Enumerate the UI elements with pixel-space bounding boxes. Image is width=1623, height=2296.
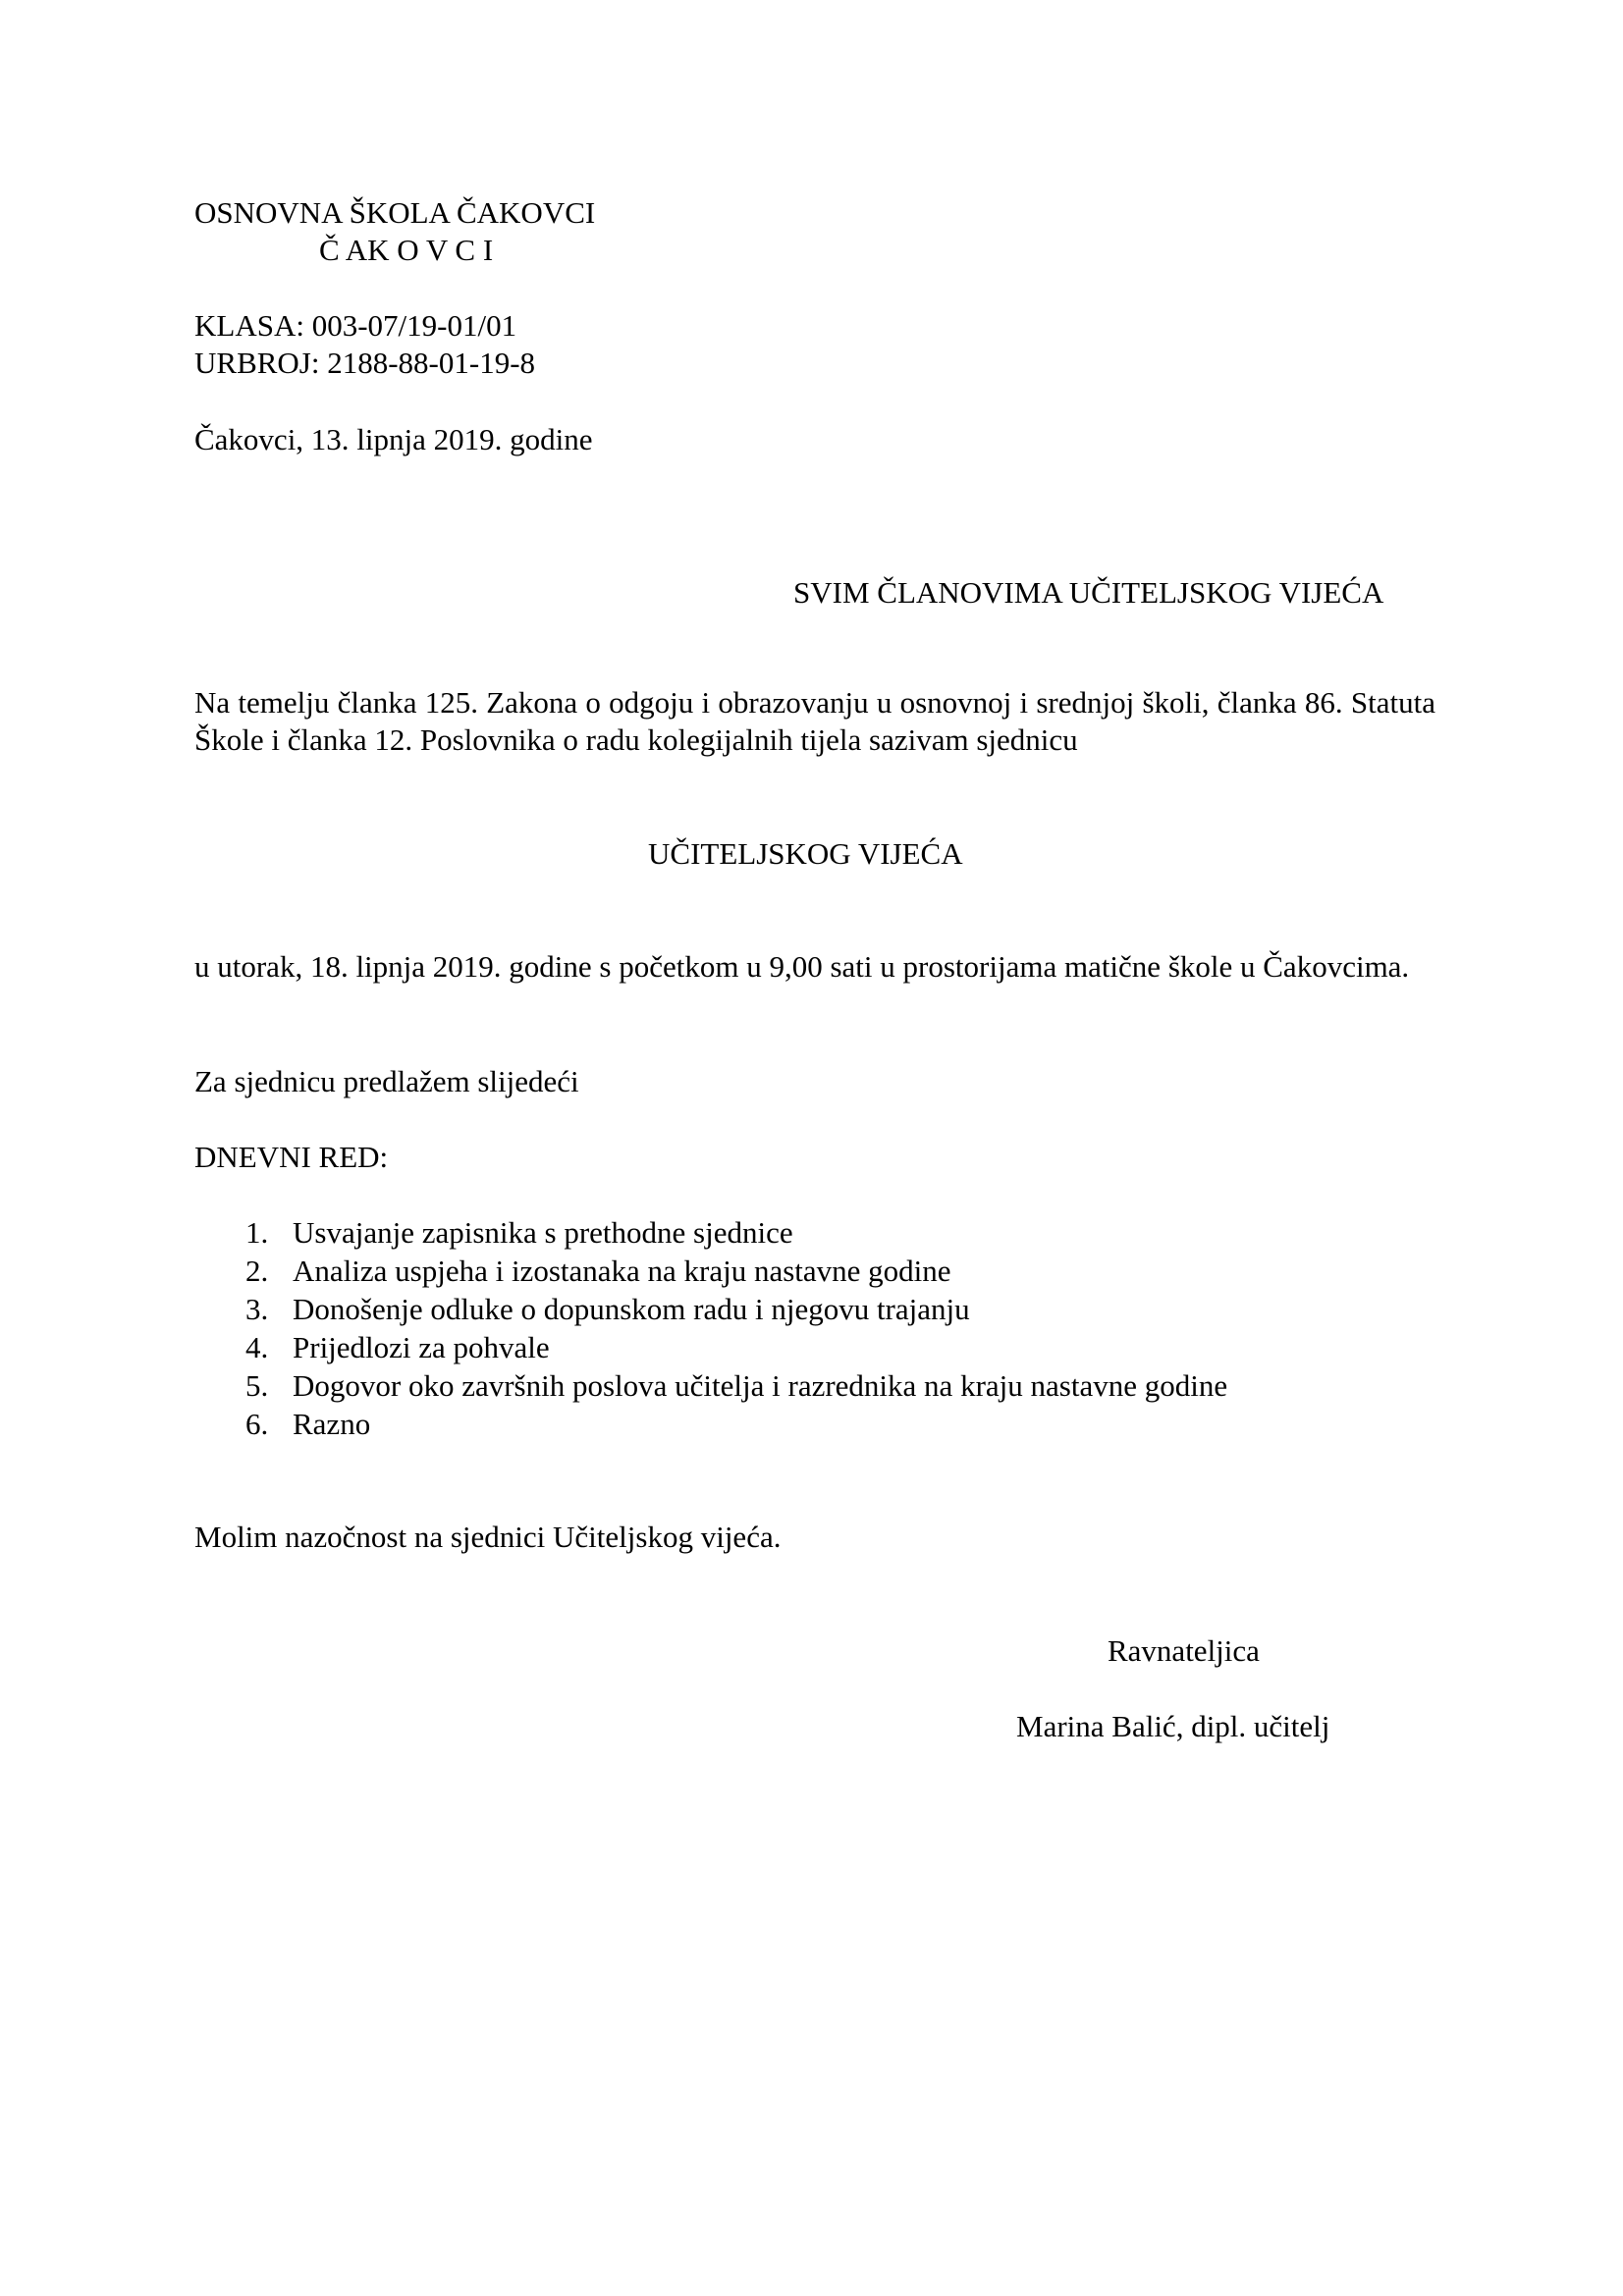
- klasa-line: KLASA: 003-07/19-01/01: [194, 308, 517, 343]
- meeting-paragraph: u utorak, 18. lipnja 2019. godine s početkom u 9,00 sati u prostorijama matične škole u Čakovcima.: [194, 949, 1410, 984]
- agenda-item-text: Razno: [293, 1407, 371, 1441]
- intro-paragraph: Na temelju članka 125. Zakona o odgoju i obrazovanju u osnovnoj i srednjoj školi, članka 86. Statuta Škole i članka 12. Poslovnika o radu kolegijalnih tijela sazivam sjednicu: [194, 685, 1435, 757]
- agenda-item-number: 2.: [245, 1254, 269, 1288]
- agenda-item-text: Dogovor oko završnih poslova učitelja i razrednika na kraju nastavne godine: [293, 1368, 1228, 1403]
- agenda-item-text: Prijedlozi za pohvale: [293, 1330, 550, 1364]
- agenda-item-number: 4.: [245, 1330, 269, 1364]
- closing-line: Molim nazočnost na sjednici Učiteljskog vijeća.: [194, 1520, 782, 1554]
- agenda-item-number: 6.: [245, 1407, 269, 1441]
- recipient-line: SVIM ČLANOVIMA UČITELJSKOG VIJEĆA: [793, 575, 1384, 610]
- proposal-line: Za sjednicu predlažem slijedeći: [194, 1064, 579, 1098]
- urbroj-line: URBROJ: 2188-88-01-19-8: [194, 346, 536, 380]
- body-title: UČITELJSKOG VIJEĆA: [648, 836, 963, 871]
- school-town: Č AK O V C I: [319, 233, 494, 267]
- agenda-item-text: Analiza uspjeha i izostanaka na kraju nastavne godine: [293, 1254, 951, 1288]
- agenda-item-number: 1.: [245, 1215, 269, 1250]
- agenda-item-number: 5.: [245, 1368, 269, 1403]
- agenda-heading: DNEVNI RED:: [194, 1140, 389, 1174]
- place-date: Čakovci, 13. lipnja 2019. godine: [194, 422, 593, 456]
- agenda-item-number: 3.: [245, 1292, 269, 1326]
- signature-name: Marina Balić, dipl. učitelj: [1016, 1709, 1330, 1743]
- signature-role: Ravnateljica: [1108, 1633, 1260, 1668]
- agenda-item-text: Donošenje odluke o dopunskom radu i njegovu trajanju: [293, 1292, 970, 1326]
- school-name: OSNOVNA ŠKOLA ČAKOVCI: [194, 195, 596, 230]
- agenda-item-text: Usvajanje zapisnika s prethodne sjednice: [293, 1215, 793, 1250]
